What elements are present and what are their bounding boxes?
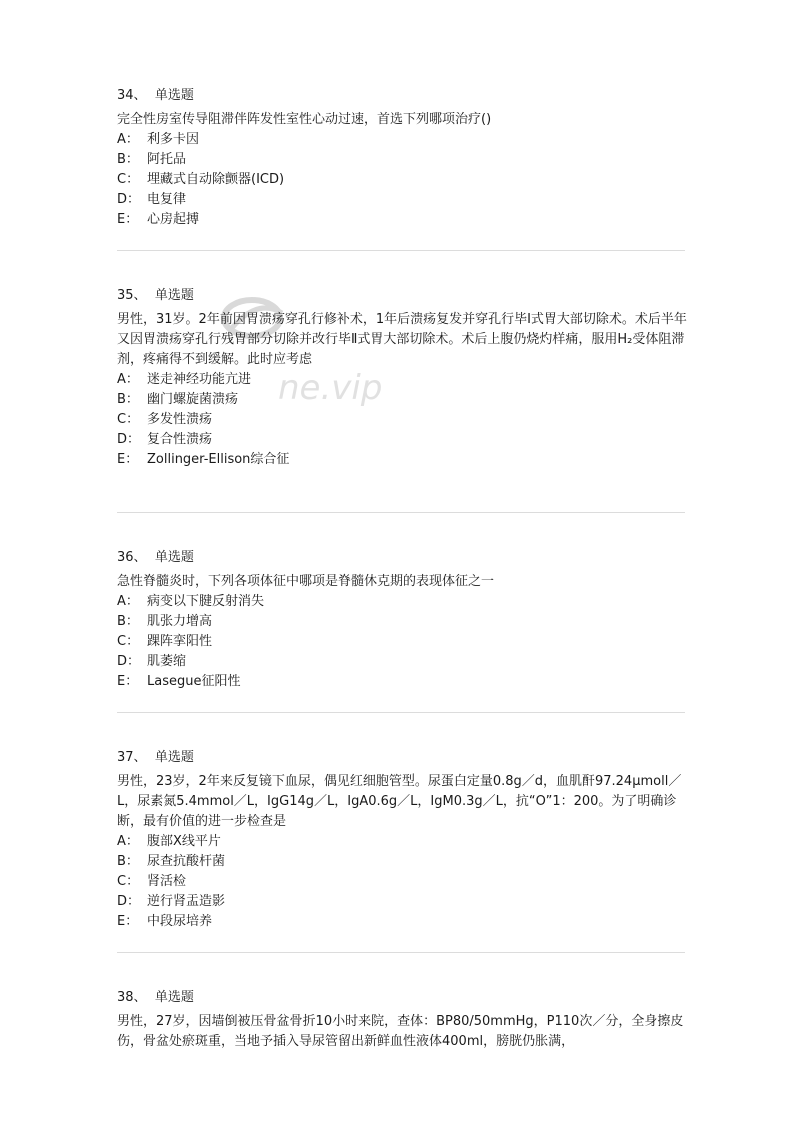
question-type: 单选题 [154, 550, 194, 565]
question-type: 单选题 [154, 750, 194, 765]
option-b[interactable] [117, 390, 687, 410]
option-text: 病变以下腱反射消失 [147, 594, 265, 609]
option-text: 肌萎缩 [147, 654, 187, 669]
option-a[interactable] [117, 832, 687, 852]
option-letter: B： [117, 152, 139, 167]
question-stem: 完全性房室传导阻滞伴阵发性室性心动过速，首选下列哪项治疗() [117, 112, 492, 127]
option-d[interactable] [117, 652, 687, 672]
option-letter: B： [117, 854, 139, 869]
option-letter: C： [117, 172, 140, 187]
option-letter: E： [117, 212, 139, 227]
option-text: 肌张力增高 [147, 614, 213, 629]
question-38 [117, 988, 687, 1052]
question-34 [117, 86, 687, 230]
option-letter: C： [117, 874, 140, 889]
option-letter: B： [117, 614, 139, 629]
header-separator: 、 [133, 88, 147, 103]
question-37 [117, 748, 687, 932]
question-type: 单选题 [154, 88, 194, 103]
question-stem: 男性，31岁。2年前因胃溃疡穿孔行修补术，1年后溃疡复发并穿孔行毕Ⅰ式胃大部切除术。术后半年又因胃溃疡穿孔行残胃部分切除并改行毕Ⅱ式胃大部切除术。术后上腹仍烧灼样痛，服用H₂受体阻滞剂，疼痛得不到缓解。此时应考虑 [117, 312, 687, 367]
header-separator: 、 [133, 550, 147, 565]
option-text: 利多卡因 [147, 132, 200, 147]
option-text: 埋藏式自动除颤器(ICD) [147, 172, 285, 187]
option-text: 中段尿培养 [147, 914, 213, 929]
option-letter: A： [117, 132, 139, 147]
header-separator: 、 [133, 750, 147, 765]
question-number: 37 [117, 750, 134, 765]
question-stem: 男性，23岁，2年来反复镜下血尿，偶见红细胞管型。尿蛋白定量0.8g／d，血肌酐97.24μmoll／L，尿素氮5.4mmol／L，IgG14g／L，IgA0.6g／L，IgM0.3g／L，抗“O”1：200。为了明确诊断，最有价值的进一步检查是 [117, 774, 682, 829]
header-separator: 、 [133, 990, 147, 1005]
option-text: 多发性溃疡 [147, 412, 213, 427]
header-separator: 、 [133, 288, 147, 303]
question-36 [117, 548, 687, 692]
option-text: 迷走神经功能亢进 [147, 372, 252, 387]
option-letter: A： [117, 834, 139, 849]
option-a[interactable] [117, 592, 687, 612]
option-letter: D： [117, 432, 141, 447]
option-letter: A： [117, 372, 139, 387]
option-a[interactable] [117, 370, 687, 390]
watermark-text: ne.vip [278, 368, 383, 408]
question-stem: 男性，27岁，因墙倒被压骨盆骨折10小时来院，查体：BP80/50mmHg，P110次／分，全身擦皮伤，骨盆处瘀斑重，当地予插入导尿管留出新鲜血性液体400ml，膀胱仍胀满， [117, 1014, 684, 1049]
option-text: 幽门螺旋菌溃疡 [147, 392, 239, 407]
option-a[interactable] [117, 130, 687, 150]
question-number: 38 [117, 990, 134, 1005]
question-divider [117, 712, 685, 713]
question-number: 35 [117, 288, 134, 303]
option-c[interactable] [117, 410, 687, 430]
option-text: 肾活检 [147, 874, 187, 889]
option-text: 心房起搏 [147, 212, 200, 227]
option-text: 尿查抗酸杆菌 [147, 854, 226, 869]
option-letter: E： [117, 914, 139, 929]
question-header [117, 988, 687, 1008]
option-letter: D： [117, 894, 141, 909]
question-divider [117, 512, 685, 513]
option-c[interactable] [117, 872, 687, 892]
option-e[interactable] [117, 450, 687, 470]
option-letter: D： [117, 192, 141, 207]
option-text: 电复律 [147, 192, 187, 207]
option-text: 腹部X线平片 [147, 834, 221, 849]
option-letter: D： [117, 654, 141, 669]
option-text: Zollinger-Ellison综合征 [147, 452, 290, 467]
option-e[interactable] [117, 912, 687, 932]
option-letter: A： [117, 594, 139, 609]
option-d[interactable] [117, 892, 687, 912]
option-b[interactable] [117, 852, 687, 872]
option-letter: E： [117, 452, 139, 467]
option-letter: C： [117, 412, 140, 427]
option-text: 逆行肾盂造影 [147, 894, 226, 909]
question-header [117, 286, 687, 306]
option-text: 阿托品 [147, 152, 187, 167]
question-header [117, 86, 687, 106]
question-35 [117, 286, 687, 470]
option-b[interactable] [117, 612, 687, 632]
option-text: 复合性溃疡 [147, 432, 213, 447]
question-header [117, 548, 687, 568]
option-d[interactable] [117, 190, 687, 210]
question-stem: 急性脊髓炎时，下列各项体征中哪项是脊髓休克期的表现体征之一 [117, 574, 495, 589]
question-type: 单选题 [154, 288, 194, 303]
option-letter: C： [117, 634, 140, 649]
option-e[interactable] [117, 672, 687, 692]
option-d[interactable] [117, 430, 687, 450]
option-letter: E： [117, 674, 139, 689]
option-c[interactable] [117, 632, 687, 652]
option-text: Lasegue征阳性 [147, 674, 241, 689]
question-divider [117, 952, 685, 953]
option-c[interactable] [117, 170, 687, 190]
question-type: 单选题 [154, 990, 194, 1005]
option-b[interactable] [117, 150, 687, 170]
question-header [117, 748, 687, 768]
option-letter: B： [117, 392, 139, 407]
question-number: 34 [117, 88, 134, 103]
question-divider [117, 250, 685, 251]
option-e[interactable] [117, 210, 687, 230]
option-text: 踝阵挛阳性 [147, 634, 213, 649]
question-number: 36 [117, 550, 134, 565]
